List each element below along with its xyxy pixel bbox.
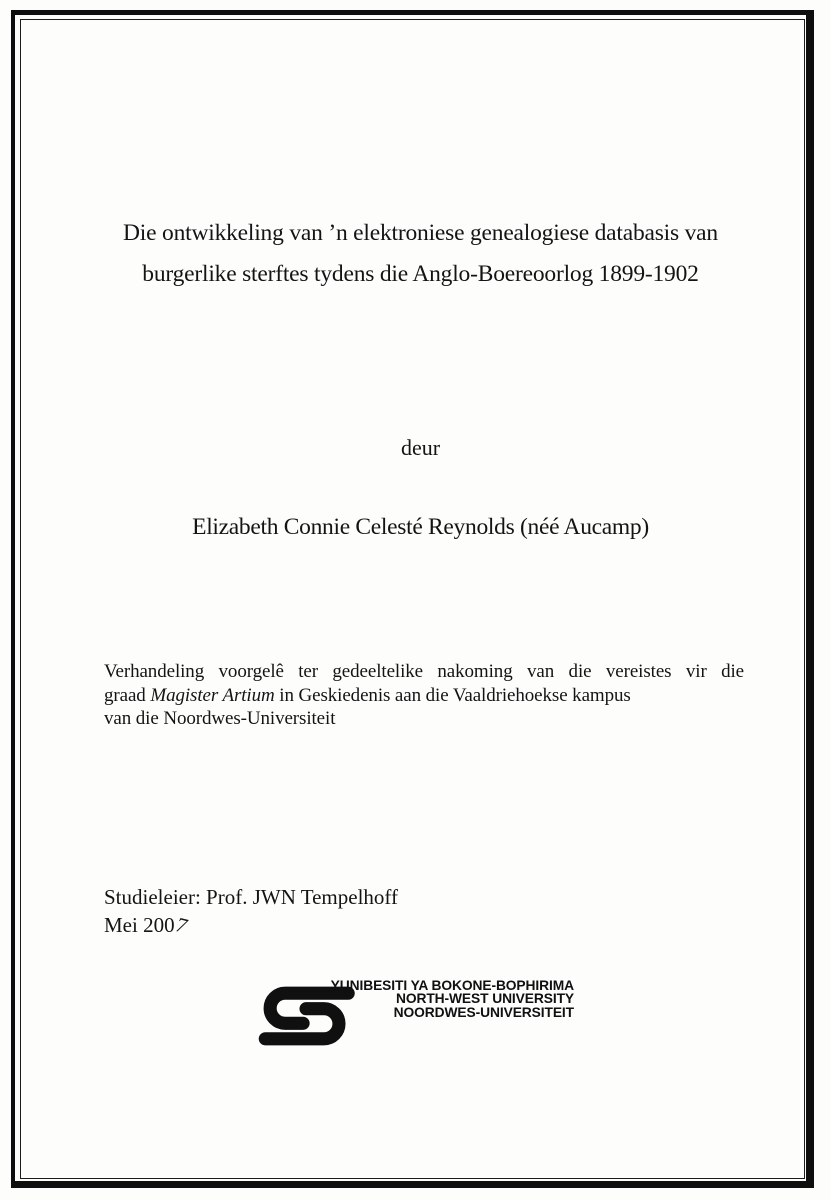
statement-line-2	[104, 684, 744, 708]
supervisor-block	[104, 884, 398, 939]
date-prefix: Mei 200	[104, 912, 175, 937]
statement-line-2-prefix: graad	[104, 684, 151, 706]
university-logo-text	[320, 979, 574, 1019]
statement-line-2-suffix: in Geskiedenis aan die Vaaldriehoekse kampus	[274, 684, 631, 706]
statement-line-1: Verhandeling voorgelê ter gedeeltelike nakoming van die vereistes vir die	[104, 661, 744, 682]
statement-line-3: van die Noordwes-Universiteit	[104, 708, 336, 729]
degree-statement	[104, 660, 744, 731]
logo-text-english: NORTH-WEST UNIVERSITY	[395, 991, 574, 1007]
logo-text-afrikaans: NOORDWES-UNIVERSITEIT	[393, 1004, 574, 1020]
byline-deur: deur	[400, 435, 441, 460]
supervisor-line: Studieleier: Prof. JWN Tempelhoff	[104, 885, 399, 909]
thesis-title	[30, 213, 811, 295]
statement-degree-name: Magister Artium	[150, 684, 275, 706]
date-line	[104, 912, 398, 940]
title-line-1: Die ontwikkeling van ’n elektroniese genealogiese databasis van	[123, 220, 718, 246]
title-line-2: burgerlike sterftes tydens die Anglo-Boereoorlog 1899-1902	[142, 261, 699, 287]
author-line: Elizabeth Connie Celesté Reynolds (néé Aucamp)	[192, 514, 649, 540]
date-last-digit: 7	[171, 912, 191, 938]
logo-text-setswana: YUNIBESITI YA BOKONE-BOPHIRIMA	[330, 978, 574, 993]
